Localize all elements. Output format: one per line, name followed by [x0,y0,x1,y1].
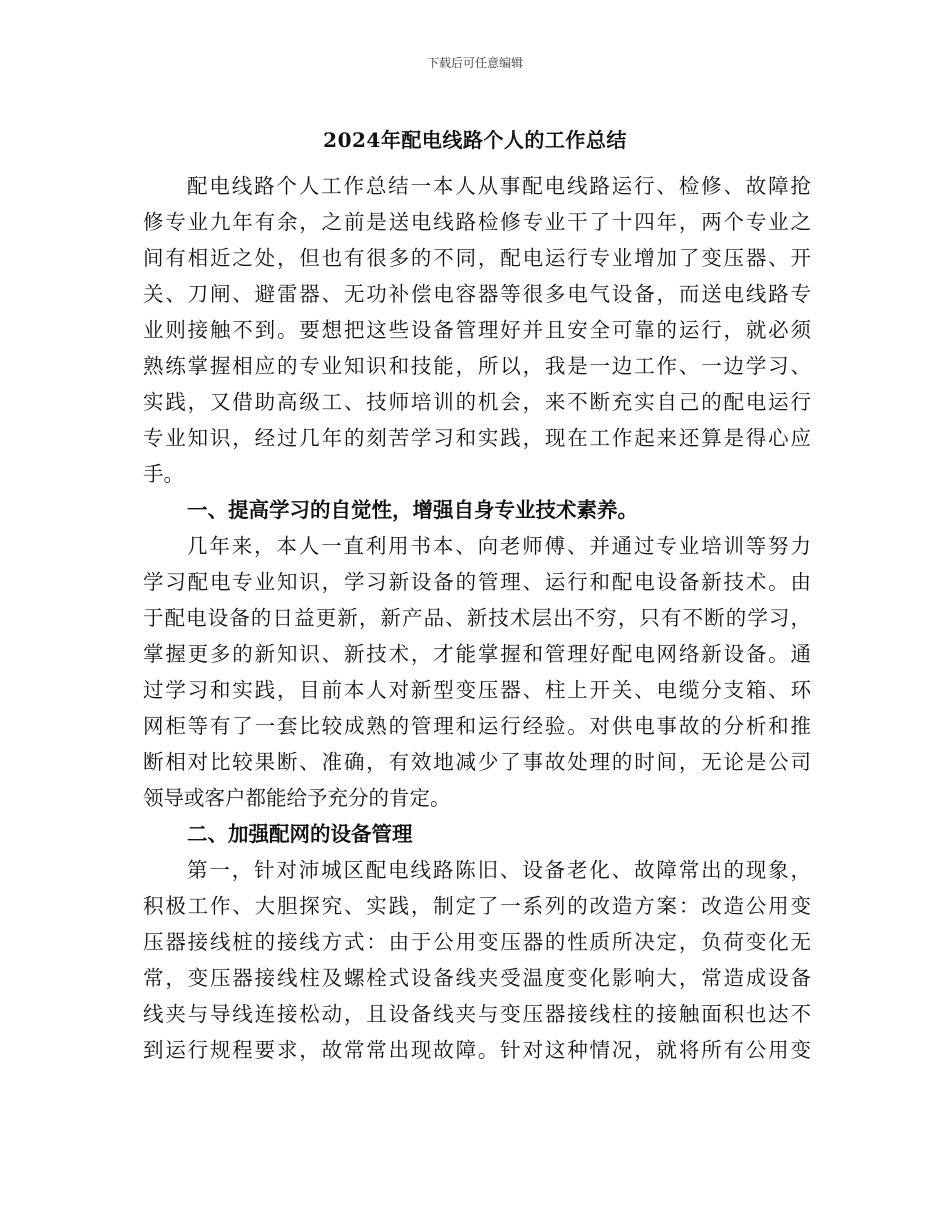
paragraph-line: 专业知识，经过几年的刻苦学习和实践，现在工作起来还算是得心应 [143,426,811,450]
paragraph-line: 到运行规程要求，故常常出现故障。针对这种情况，就将所有公用变 [143,1038,811,1062]
paragraph-line: 修专业九年有余，之前是送电线路检修专业干了十四年，两个专业之 [143,210,811,234]
paragraph-line: 积极工作、大胆探究、实践，制定了一系列的改造方案：改造公用变 [143,894,811,918]
paragraph-line: 掌握更多的新知识、新技术，才能掌握和管理好配电网络新设备。通 [143,642,811,666]
paragraph-line: 关、刀闸、避雷器、无功补偿电容器等很多电气设备，而送电线路专 [143,282,811,306]
paragraph-line: 于配电设备的日益更新，新产品、新技术层出不穷，只有不断的学习， [143,606,811,630]
paragraph-line: 断相对比较果断、准确，有效地减少了事故处理的时间，无论是公司 [143,750,811,774]
header-note: 下载后可任意编辑 [426,56,523,70]
paragraph-line: 几年来，本人一直利用书本、向老师傅、并通过专业培训等努力 [187,534,811,558]
document-body [143,168,811,1068]
paragraph-line: 业则接触不到。要想把这些设备管理好并且安全可靠的运行，就必须 [143,318,811,342]
paragraph-line: 间有相近之处，但也有很多的不同，配电运行专业增加了变压器、开 [143,246,811,270]
paragraph-line: 领导或客户都能给予充分的肯定。 [143,786,451,810]
paragraph-line: 学习配电专业知识，学习新设备的管理、运行和配电设备新技术。由 [143,570,811,594]
paragraph-line: 熟练掌握相应的专业知识和技能，所以，我是一边工作、一边学习、 [143,354,811,378]
paragraph-line: 过学习和实践，目前本人对新型变压器、柱上开关、电缆分支箱、环 [143,678,811,702]
paragraph-line: 线夹与导线连接松动，且设备线夹与变压器接线柱的接触面积也达不 [143,1002,811,1026]
paragraph-line: 实践，又借助高级工、技师培训的机会，来不断充实自己的配电运行 [143,390,811,414]
paragraph-line: 常，变压器接线柱及螺栓式设备线夹受温度变化影响大，常造成设备 [143,966,811,990]
paragraph-line: 网柜等有了一套比较成熟的管理和运行经验。对供电事故的分析和推 [143,714,811,738]
document-title: 2024年配电线路个人的工作总结 [323,128,627,152]
section-heading: 二、加强配网的设备管理 [187,822,413,846]
paragraph-line: 手。 [143,462,184,486]
paragraph-line: 压器接线桩的接线方式：由于公用变压器的性质所决定，负荷变化无 [143,930,811,954]
paragraph-line: 配电线路个人工作总结一本人从事配电线路运行、检修、故障抢 [187,174,811,198]
paragraph-line: 第一，针对沛城区配电线路陈旧、设备老化、故障常出的现象， [187,858,811,882]
section-heading: 一、提高学习的自觉性，增强自身专业技术素养。 [187,498,638,522]
